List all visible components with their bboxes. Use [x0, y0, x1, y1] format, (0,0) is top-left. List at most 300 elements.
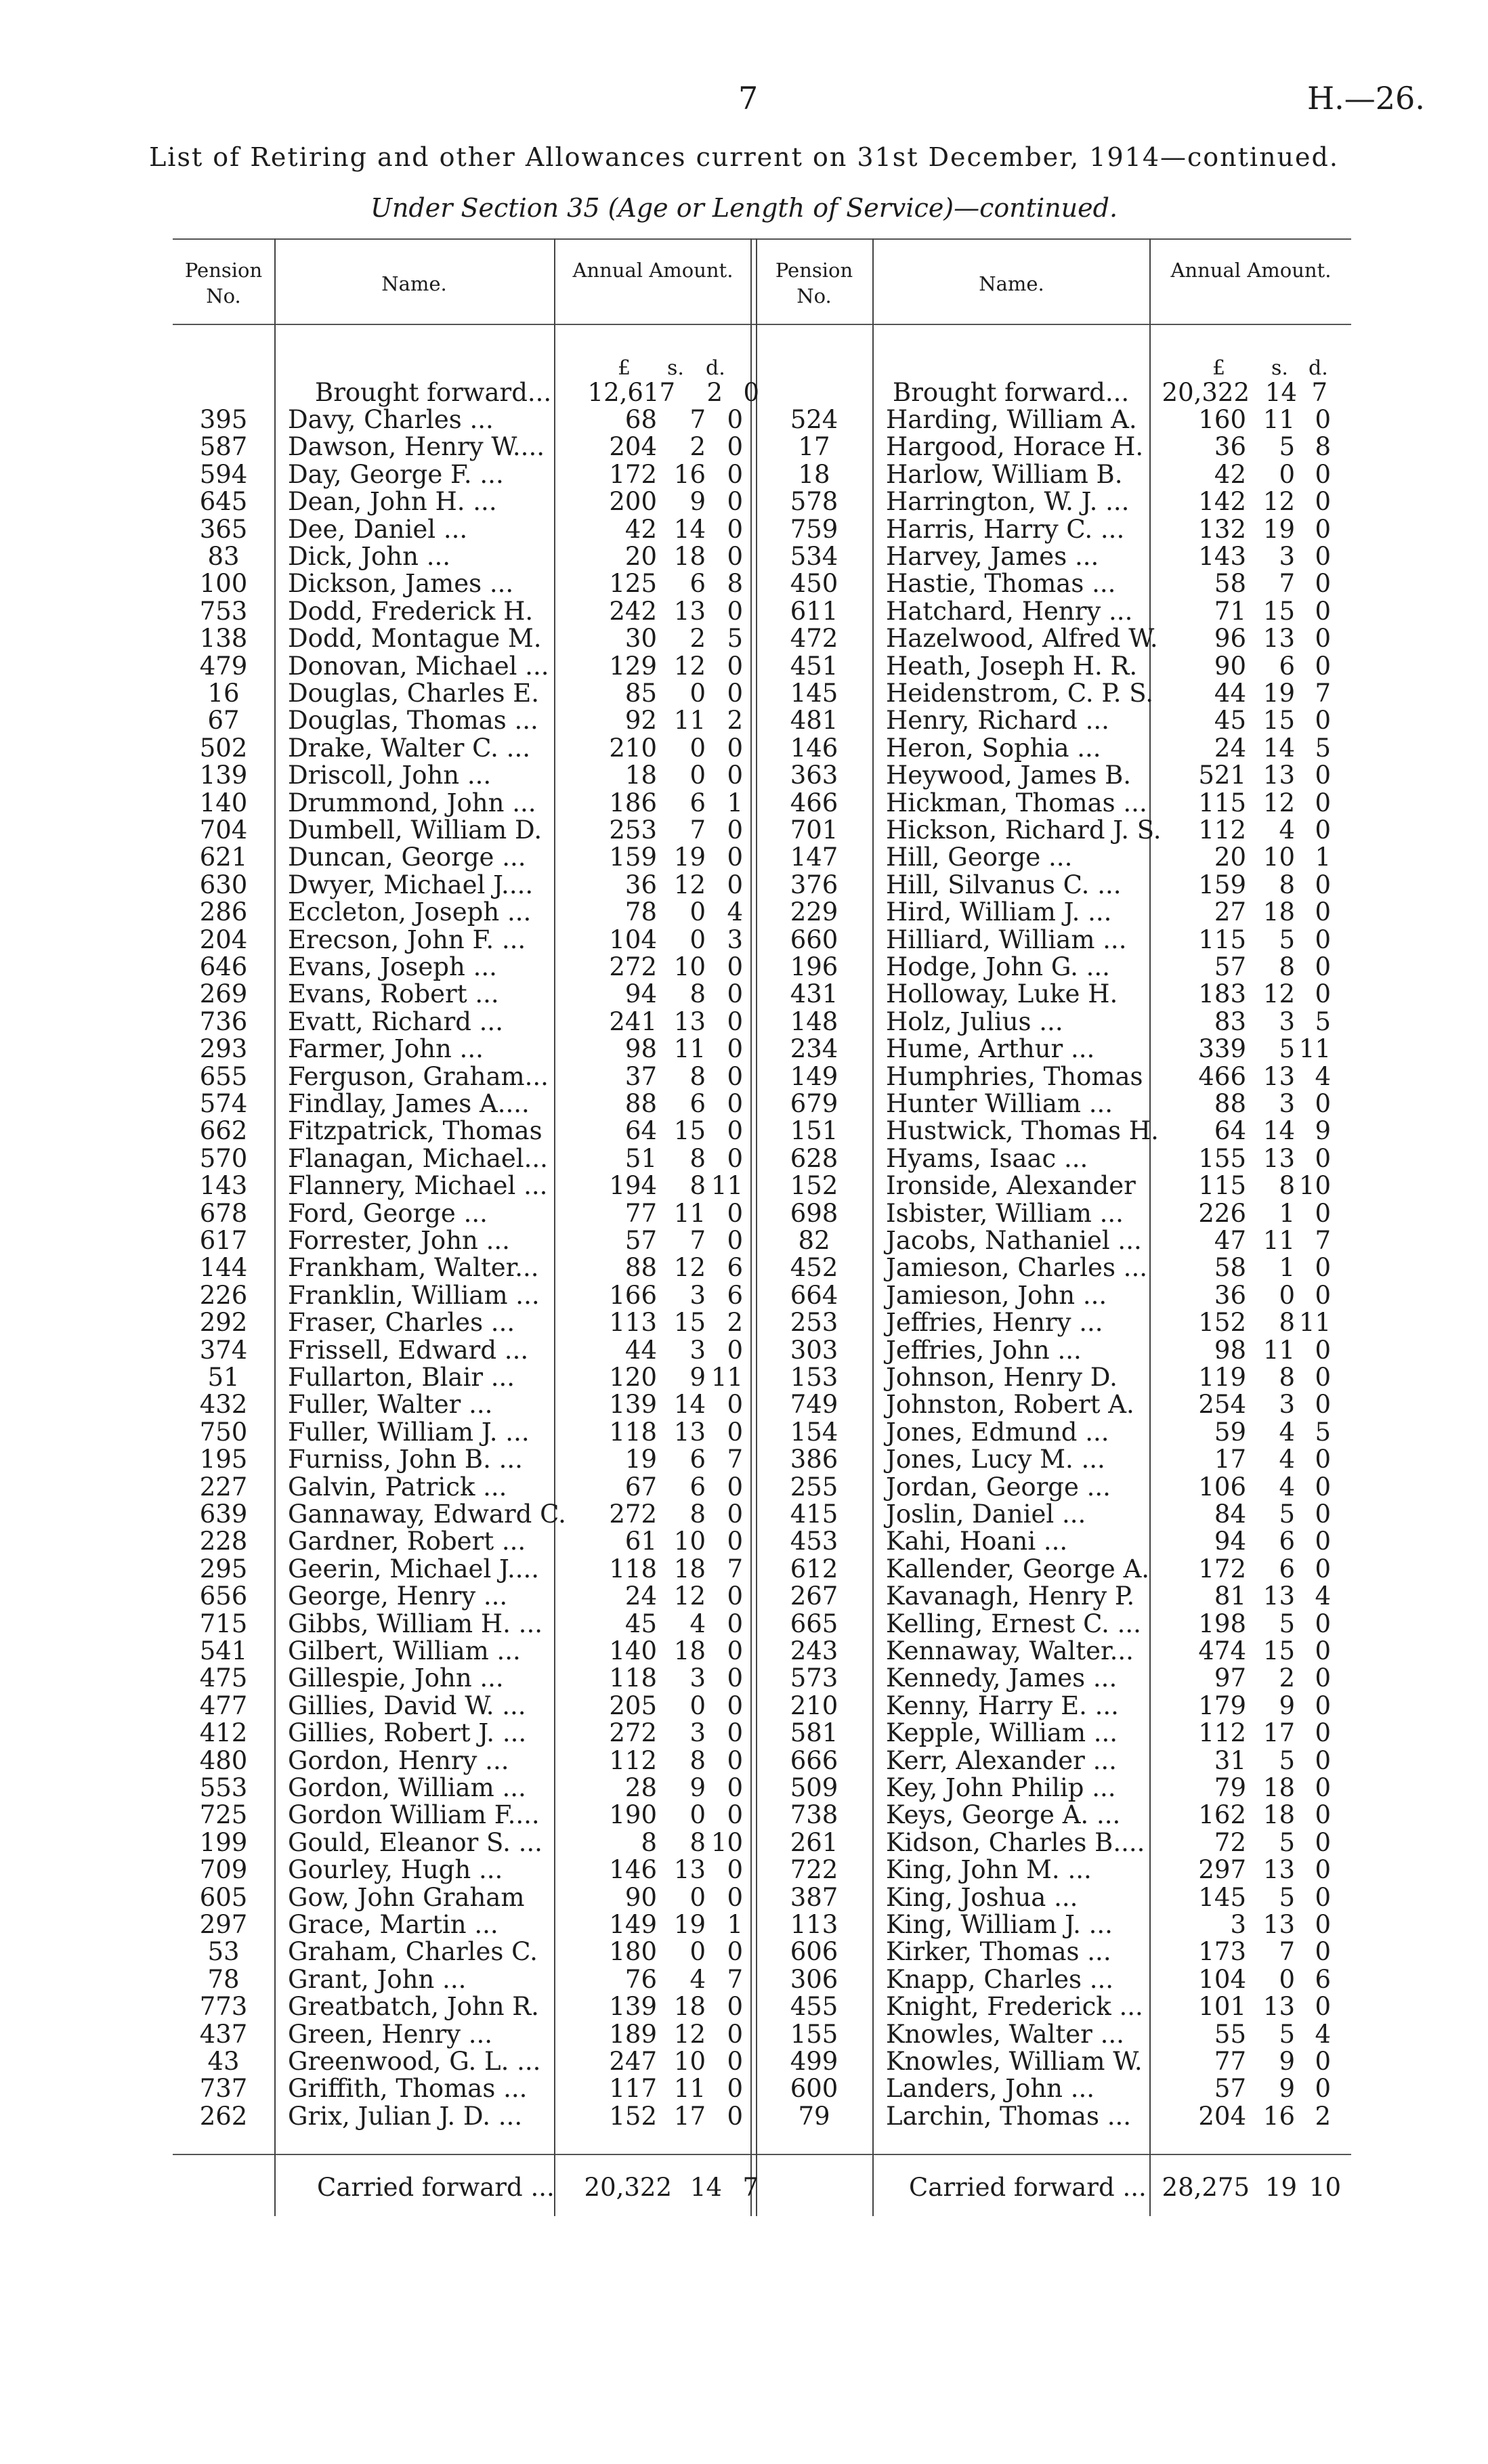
- pensioner-name: Dawson, Henry W....: [288, 432, 545, 462]
- amount-pence: 0: [727, 1882, 743, 1912]
- pension-no: 452: [790, 1253, 838, 1283]
- amount-pounds: 24: [1214, 733, 1246, 763]
- amount-pence: 0: [1315, 761, 1331, 790]
- pensioner-name: Kidson, Charles B....: [886, 1827, 1145, 1857]
- amount-pounds: 28: [624, 1773, 657, 1802]
- table-row: [0, 1501, 1488, 1528]
- pension-no: 374: [199, 1335, 248, 1365]
- pension-no: 365: [199, 514, 248, 544]
- pensioner-name: Knight, Frederick ...: [886, 1992, 1143, 2022]
- amount-pence: 0: [727, 1089, 743, 1118]
- pension-no: 269: [199, 979, 248, 1009]
- pension-no: 229: [790, 897, 838, 927]
- pensioner-name: Donovan, Michael ...: [288, 651, 549, 681]
- amount-pence: 0: [727, 870, 743, 899]
- amount-pounds: 241: [609, 1006, 657, 1036]
- amount-shillings: 5: [1279, 1827, 1295, 1857]
- amount-pence: 0: [1315, 1472, 1331, 1502]
- pensioner-name: Johnson, Henry D.: [886, 1363, 1118, 1392]
- amount-shillings: 8: [1279, 952, 1295, 981]
- pensioner-name: Fuller, William J. ...: [288, 1417, 530, 1447]
- amount-shillings: 0: [689, 1691, 706, 1720]
- amount-pounds: 186: [609, 788, 657, 817]
- pensioner-name: Eccleton, Joseph ...: [288, 897, 532, 927]
- amount-pence: 0: [1315, 1882, 1331, 1912]
- pension-no: 145: [790, 679, 838, 708]
- amount-pounds: 3: [1230, 1910, 1246, 1939]
- pensioner-name: Driscoll, John ...: [288, 761, 492, 790]
- amount-pence: 2: [1315, 2101, 1331, 2131]
- pensioner-name: Ferguson, Graham...: [288, 1061, 549, 1091]
- right-brought-forward: [0, 379, 1488, 406]
- pensioner-name: Fitzpatrick, Thomas: [288, 1116, 543, 1146]
- amount-pounds: 466: [1198, 1061, 1246, 1091]
- table-row: [0, 2075, 1488, 2102]
- amount-shillings: 13: [1262, 761, 1295, 790]
- pension-no: 472: [790, 624, 838, 654]
- amount-shillings: 0: [689, 679, 706, 708]
- amount-pounds: 36: [624, 870, 657, 899]
- amount-shillings: 1: [1279, 1253, 1295, 1283]
- amount-pence: 0: [1315, 2074, 1331, 2104]
- amount-pounds: 45: [624, 1609, 657, 1638]
- amount-pounds: 97: [1214, 1663, 1246, 1693]
- amount-pence: 0: [727, 1500, 743, 1529]
- amount-pounds: 36: [1214, 1280, 1246, 1310]
- table-row: [0, 817, 1488, 844]
- amount-shillings: 14: [673, 1390, 706, 1420]
- pension-no: 704: [199, 815, 248, 845]
- amount-pence: 0: [1315, 1910, 1331, 1939]
- left-bf-pence: 0: [743, 378, 759, 407]
- amount-shillings: 12: [1262, 788, 1295, 817]
- pension-no: 53: [207, 1937, 240, 1967]
- amount-pounds: 44: [624, 1335, 657, 1365]
- amount-pounds: 118: [609, 1417, 657, 1447]
- pensioner-name: Knapp, Charles ...: [886, 1964, 1114, 1994]
- amount-pounds: 143: [1198, 542, 1246, 571]
- amount-shillings: 10: [673, 952, 706, 981]
- pensioner-name: Dick, John ...: [288, 542, 450, 571]
- pension-no: 606: [790, 1937, 838, 1967]
- amount-pounds: 77: [624, 1198, 657, 1228]
- amount-shillings: 12: [1262, 979, 1295, 1009]
- pension-no: 267: [790, 1581, 838, 1611]
- left-bf-pounds: 12,617: [587, 378, 675, 407]
- amount-shillings: 5: [1279, 1745, 1295, 1775]
- pensioner-name: Gardner, Robert ...: [288, 1527, 526, 1556]
- amount-pence: 0: [1315, 1609, 1331, 1638]
- amount-shillings: 9: [1279, 2047, 1295, 2076]
- left-header-pension-no: Pension No.: [184, 259, 263, 307]
- amount-pounds: 31: [1214, 1745, 1246, 1775]
- table-row: [0, 735, 1488, 762]
- pensioner-name: Gould, Eleanor S. ...: [288, 1827, 543, 1857]
- amount-shillings: 0: [1279, 1964, 1295, 1994]
- amount-shillings: 19: [1262, 514, 1295, 544]
- amount-shillings: 7: [689, 815, 706, 845]
- amount-pounds: 118: [609, 1663, 657, 1693]
- pensioner-name: Key, John Philip ...: [886, 1773, 1116, 1802]
- pensioner-name: Hazelwood, Alfred W.: [886, 624, 1158, 654]
- pensioner-name: Jamieson, John ...: [886, 1280, 1107, 1310]
- left-unit-pence: d.: [706, 356, 725, 380]
- amount-shillings: 13: [673, 1855, 706, 1885]
- amount-pounds: 58: [1214, 1253, 1246, 1283]
- left-cf-pence: 7: [742, 2173, 759, 2202]
- amount-pence: 0: [1315, 1663, 1331, 1693]
- pensioner-name: Day, George F. ...: [288, 459, 504, 489]
- amount-pounds: 272: [609, 952, 657, 981]
- amount-shillings: 1: [1279, 1198, 1295, 1228]
- amount-shillings: 4: [1279, 815, 1295, 845]
- amount-pence: 0: [1315, 459, 1331, 489]
- amount-shillings: 9: [689, 1363, 706, 1392]
- amount-pence: 0: [1315, 1335, 1331, 1365]
- pensioner-name: Knowles, William W.: [886, 2047, 1143, 2076]
- amount-shillings: 18: [673, 1992, 706, 2022]
- amount-pounds: 140: [609, 1636, 657, 1665]
- amount-shillings: 3: [689, 1280, 706, 1310]
- amount-pounds: 180: [609, 1937, 657, 1967]
- table-row: [0, 1008, 1488, 1036]
- amount-shillings: 2: [689, 624, 706, 654]
- pension-no: 655: [199, 1061, 248, 1091]
- pensioner-name: Ironside, Alexander: [886, 1171, 1136, 1201]
- pension-no: 363: [790, 761, 838, 790]
- amount-shillings: 0: [689, 1937, 706, 1967]
- amount-shillings: 8: [689, 1500, 706, 1529]
- amount-pounds: 88: [624, 1253, 657, 1283]
- amount-shillings: 9: [689, 487, 706, 517]
- amount-shillings: 17: [673, 2101, 706, 2131]
- amount-pence: 2: [727, 706, 743, 736]
- amount-pounds: 474: [1198, 1636, 1246, 1665]
- pensioner-name: Kerr, Alexander ...: [886, 1745, 1117, 1775]
- pension-no: 679: [790, 1089, 838, 1118]
- pensioner-name: Franklin, William ...: [288, 1280, 540, 1310]
- pension-no: 701: [790, 815, 838, 845]
- amount-pence: 5: [1315, 1417, 1331, 1447]
- amount-pence: 0: [727, 459, 743, 489]
- amount-shillings: 4: [689, 1964, 706, 1994]
- amount-shillings: 4: [1279, 1472, 1295, 1502]
- pensioner-name: Hickson, Richard J. S.: [886, 815, 1162, 845]
- amount-pence: 0: [1315, 788, 1331, 817]
- pension-no: 450: [790, 569, 838, 599]
- table-row: [0, 1747, 1488, 1775]
- amount-pounds: 104: [609, 925, 657, 954]
- table-row: [0, 1993, 1488, 2020]
- amount-pounds: 120: [609, 1363, 657, 1392]
- pensioner-name: King, John M. ...: [886, 1855, 1092, 1885]
- amount-pence: 5: [1315, 733, 1331, 763]
- right-bf-shillings: 14: [1264, 378, 1297, 407]
- amount-pence: 0: [1315, 1691, 1331, 1720]
- pensioner-name: Hill, George ...: [886, 843, 1073, 872]
- amount-shillings: 7: [1279, 569, 1295, 599]
- amount-shillings: 7: [689, 405, 706, 434]
- amount-pounds: 64: [1214, 1116, 1246, 1146]
- amount-pounds: 159: [609, 843, 657, 872]
- pensioner-name: Davy, Charles ...: [288, 405, 494, 434]
- amount-pounds: 88: [1214, 1089, 1246, 1118]
- pensioner-name: Hill, Silvanus C. ...: [886, 870, 1122, 899]
- pensioner-name: Geerin, Michael J....: [288, 1554, 540, 1584]
- table-row: [0, 872, 1488, 899]
- pension-no: 140: [199, 788, 248, 817]
- pensioner-name: Hird, William J. ...: [886, 897, 1112, 927]
- table-row: [0, 653, 1488, 680]
- pension-no: 573: [790, 1663, 838, 1693]
- pension-no: 292: [199, 1308, 248, 1338]
- amount-pence: 0: [1315, 870, 1331, 899]
- pension-no: 736: [199, 1006, 248, 1036]
- pensioner-name: Harding, William A.: [886, 405, 1137, 434]
- pensioner-name: Heath, Joseph H. R.: [886, 651, 1138, 681]
- pension-no: 715: [199, 1609, 248, 1638]
- table-row: [0, 762, 1488, 789]
- amount-pence: 0: [1315, 1198, 1331, 1228]
- pension-no: 79: [798, 2101, 830, 2131]
- pension-no: 151: [790, 1116, 838, 1146]
- pension-no: 199: [199, 1827, 248, 1857]
- amount-pounds: 194: [609, 1171, 657, 1201]
- amount-shillings: 10: [1262, 843, 1295, 872]
- pensioner-name: Kennedy, James ...: [886, 1663, 1118, 1693]
- table-row: [0, 1528, 1488, 1555]
- amount-shillings: 3: [1279, 1006, 1295, 1036]
- pension-no: 738: [790, 1800, 838, 1830]
- amount-pounds: 24: [624, 1581, 657, 1611]
- amount-pence: 4: [1315, 1581, 1331, 1611]
- amount-pounds: 17: [1214, 1445, 1246, 1474]
- amount-shillings: 13: [1262, 1910, 1295, 1939]
- header-bottom-rule: [173, 324, 1351, 325]
- amount-shillings: 0: [689, 761, 706, 790]
- pension-no: 143: [199, 1171, 248, 1201]
- pension-no: 67: [207, 706, 240, 736]
- pensioner-name: Fullarton, Blair ...: [288, 1363, 515, 1392]
- amount-pence: 4: [727, 897, 743, 927]
- pensioner-name: Kenny, Harry E. ...: [886, 1691, 1119, 1720]
- amount-pounds: 142: [1198, 487, 1246, 517]
- amount-shillings: 18: [673, 542, 706, 571]
- amount-shillings: 15: [1262, 1636, 1295, 1665]
- amount-shillings: 3: [689, 1335, 706, 1365]
- amount-shillings: 14: [1262, 733, 1295, 763]
- pension-no: 227: [199, 1472, 248, 1502]
- pension-no: 678: [199, 1198, 248, 1228]
- amount-pence: 0: [727, 1691, 743, 1720]
- amount-shillings: 6: [1279, 1527, 1295, 1556]
- right-unit-shillings: s.: [1271, 356, 1288, 380]
- amount-shillings: 18: [1262, 1800, 1295, 1830]
- pensioner-name: Hunter William ...: [886, 1089, 1113, 1118]
- amount-shillings: 5: [1279, 2019, 1295, 2049]
- amount-pounds: 132: [1198, 514, 1246, 544]
- amount-pence: 0: [727, 1636, 743, 1665]
- left-bf-label: Brought forward...: [315, 378, 552, 407]
- pensioner-name: Fraser, Charles ...: [288, 1308, 515, 1338]
- amount-shillings: 8: [689, 979, 706, 1009]
- amount-pence: 0: [1315, 514, 1331, 544]
- amount-shillings: 19: [1262, 679, 1295, 708]
- pension-no: 153: [790, 1363, 838, 1392]
- pensioner-name: Gannaway, Edward C.: [288, 1500, 566, 1529]
- pension-no: 477: [199, 1691, 248, 1720]
- amount-pence: 0: [1315, 1554, 1331, 1584]
- table-row: [0, 570, 1488, 597]
- amount-pounds: 113: [609, 1308, 657, 1338]
- amount-shillings: 12: [1262, 487, 1295, 517]
- amount-pounds: 90: [624, 1882, 657, 1912]
- pensioner-name: King, William J. ...: [886, 1910, 1113, 1939]
- pension-no: 722: [790, 1855, 838, 1885]
- table-row: [0, 1391, 1488, 1418]
- pensioner-name: Hodge, John G. ...: [886, 952, 1110, 981]
- pensioner-name: Furniss, John B. ...: [288, 1445, 523, 1474]
- pensioner-name: Evans, Robert ...: [288, 979, 499, 1009]
- amount-pounds: 94: [624, 979, 657, 1009]
- pensioner-name: Hickman, Thomas ...: [886, 788, 1147, 817]
- pension-no: 195: [199, 1445, 248, 1474]
- table-row: [0, 927, 1488, 954]
- pensioner-name: King, Joshua ...: [886, 1882, 1078, 1912]
- pension-no: 475: [199, 1663, 248, 1693]
- amount-pence: 0: [727, 1034, 743, 1064]
- pensioner-name: Ford, George ...: [288, 1198, 488, 1228]
- amount-shillings: 13: [673, 596, 706, 626]
- table-row: [0, 1036, 1488, 1063]
- amount-pounds: 42: [1214, 459, 1246, 489]
- table-row: [0, 1309, 1488, 1336]
- table-row: [0, 488, 1488, 515]
- table-row: [0, 1172, 1488, 1199]
- amount-pounds: 58: [1214, 569, 1246, 599]
- amount-pounds: 152: [609, 2101, 657, 2131]
- amount-shillings: 12: [673, 651, 706, 681]
- amount-pounds: 129: [609, 651, 657, 681]
- amount-shillings: 0: [689, 733, 706, 763]
- pension-no: 387: [790, 1882, 838, 1912]
- amount-pence: 6: [727, 1280, 743, 1310]
- amount-pounds: 20: [1214, 843, 1246, 872]
- pensioner-name: Douglas, Charles E.: [288, 679, 539, 708]
- pensioner-name: Harlow, William B.: [886, 459, 1123, 489]
- pensioner-name: Kennaway, Walter...: [886, 1636, 1134, 1665]
- amount-shillings: 5: [1279, 925, 1295, 954]
- amount-pounds: 83: [1214, 1006, 1246, 1036]
- pension-no: 621: [199, 843, 248, 872]
- amount-shillings: 8: [689, 1827, 706, 1857]
- amount-pence: 0: [727, 952, 743, 981]
- amount-shillings: 0: [689, 897, 706, 927]
- amount-shillings: 15: [1262, 706, 1295, 736]
- pension-no: 82: [798, 1226, 830, 1255]
- table-row: [0, 1145, 1488, 1172]
- amount-shillings: 9: [1279, 1691, 1295, 1720]
- pensioner-name: Gibbs, William H. ...: [288, 1609, 543, 1638]
- amount-pence: 1: [727, 1910, 743, 1939]
- amount-pounds: 272: [609, 1718, 657, 1748]
- amount-pounds: 247: [609, 2047, 657, 2076]
- pensioner-name: Isbister, William ...: [886, 1198, 1124, 1228]
- pension-no: 541: [199, 1636, 248, 1665]
- amount-pounds: 112: [1198, 1718, 1246, 1748]
- pensioner-name: Henry, Richard ...: [886, 706, 1109, 736]
- pension-no: 412: [199, 1718, 248, 1748]
- amount-pounds: 19: [624, 1445, 657, 1474]
- amount-pence: 11: [1298, 1308, 1331, 1338]
- amount-pence: 0: [1315, 1143, 1331, 1173]
- amount-shillings: 7: [689, 1226, 706, 1255]
- right-cf-pounds: 28,275: [1162, 2173, 1250, 2202]
- right-bf-pence: 7: [1311, 378, 1327, 407]
- amount-pence: 0: [1315, 1718, 1331, 1748]
- pensioner-name: Green, Henry ...: [288, 2019, 493, 2049]
- pensioner-name: Kavanagh, Henry P.: [886, 1581, 1135, 1611]
- amount-pounds: 159: [1198, 870, 1246, 899]
- amount-pence: 0: [1315, 405, 1331, 434]
- pension-no: 479: [199, 651, 248, 681]
- amount-shillings: 16: [673, 459, 706, 489]
- amount-pounds: 139: [609, 1992, 657, 2022]
- amount-pounds: 45: [1214, 706, 1246, 736]
- pensioner-name: Kallender, George A.: [886, 1554, 1150, 1584]
- amount-pounds: 57: [624, 1226, 657, 1255]
- amount-pence: 0: [1315, 1363, 1331, 1392]
- amount-pence: 0: [1315, 925, 1331, 954]
- pension-no: 148: [790, 1006, 838, 1036]
- pension-no: 293: [199, 1034, 248, 1064]
- amount-pence: 0: [727, 815, 743, 845]
- pension-no: 570: [199, 1143, 248, 1173]
- amount-shillings: 13: [1262, 1581, 1295, 1611]
- amount-pounds: 112: [609, 1745, 657, 1775]
- pensioner-name: Kirker, Thomas ...: [886, 1937, 1111, 1967]
- amount-pence: 4: [1315, 2019, 1331, 2049]
- pensioner-name: Gordon William F....: [288, 1800, 540, 1830]
- table-row: [0, 1638, 1488, 1665]
- table-row: [0, 2048, 1488, 2075]
- amount-pence: 0: [1315, 1280, 1331, 1310]
- amount-pounds: 27: [1214, 897, 1246, 927]
- amount-shillings: 8: [689, 1061, 706, 1091]
- table-row: [0, 707, 1488, 734]
- pension-no: 709: [199, 1855, 248, 1885]
- pension-no: 386: [790, 1445, 838, 1474]
- amount-pounds: 172: [609, 459, 657, 489]
- table-row: [0, 1775, 1488, 1802]
- table-row: [0, 954, 1488, 981]
- pension-no: 144: [199, 1253, 248, 1283]
- pensioner-name: Hilliard, William ...: [886, 925, 1127, 954]
- amount-shillings: 11: [673, 2074, 706, 2104]
- amount-pounds: 183: [1198, 979, 1246, 1009]
- pensioner-name: Joslin, Daniel ...: [886, 1500, 1086, 1529]
- amount-shillings: 18: [673, 1636, 706, 1665]
- amount-pounds: 162: [1198, 1800, 1246, 1830]
- amount-pence: 0: [727, 1527, 743, 1556]
- table-row: [0, 1474, 1488, 1501]
- pension-no: 255: [790, 1472, 838, 1502]
- amount-pence: 0: [727, 1992, 743, 2022]
- amount-shillings: 13: [1262, 624, 1295, 654]
- amount-pounds: 84: [1214, 1500, 1246, 1529]
- amount-pence: 0: [1315, 897, 1331, 927]
- table-row: [0, 1829, 1488, 1856]
